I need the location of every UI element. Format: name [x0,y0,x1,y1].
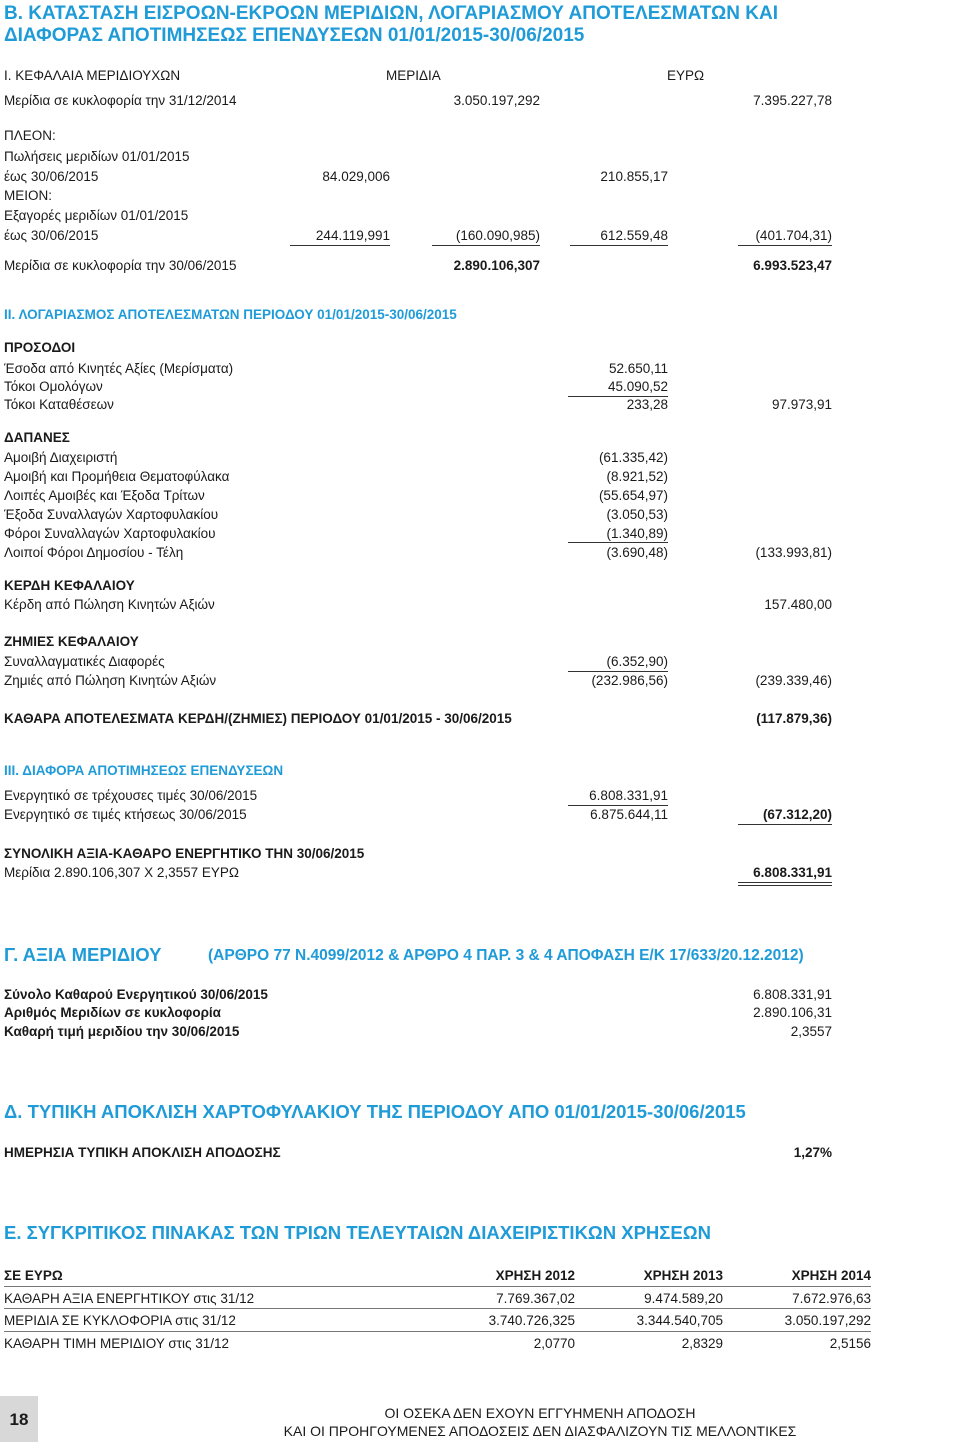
s1-diff-units-rule [432,245,540,246]
s1-heading: Ι. ΚΕΦΑΛΑΙΑ ΜΕΡΙΔΙΟΥΧΩΝ [4,68,181,83]
list-item: Έξοδα Συναλλαγών Χαρτοφυλακίου [4,507,219,522]
s2-gains-heading: ΚΕΡΔΗ ΚΕΦΑΛΑΙΟΥ [4,578,135,593]
s1-eur-rule [570,245,668,246]
e-heading: Ε. ΣΥΓΚΡΙΤΙΚΟΣ ΠΙΝΑΚΑΣ ΤΩΝ ΤΡΙΩΝ ΤΕΛΕΥΤΑΙΩΝ ΔΙΑΧΕΙΡΙΣΤΙΚΩΝ ΧΡΗΣΕΩΝ [4,1222,711,1243]
s1-closing-eur: 6.993.523,47 [753,258,832,273]
table-cell: 2,0770 [533,1336,575,1351]
footer-line-1: ΟΙ ΟΣΕΚΑ ΔΕΝ ΕΧΟΥΝ ΕΓΓΥΗΜΕΝΗ ΑΠΟΔΟΣΗ [384,1405,696,1421]
s3-row2-label: Ενεργητικό σε τιμές κτήσεως 30/06/2015 [4,807,247,822]
s3-heading: ΙΙΙ. ΔΙΑΦΟΡΑ ΑΠΟΤΙΜΗΣΕΩΣ ΕΠΕΝΔΥΣΕΩΝ [4,763,284,778]
s1-sales-eur: 210.855,17 [600,169,668,184]
s2-heading: ΙΙ. ΛΟΓΑΡΙΑΣΜΟΣ ΑΠΟΤΕΛΕΣΜΑΤΩΝ ΠΕΡΙΟΔΟΥ 01/01/2015-30/06/2015 [4,307,457,322]
list-item-value: (232.986,56) [591,673,668,688]
s1-sales-units: 84.029,006 [322,169,390,184]
table-rule-1 [4,1286,871,1287]
s3-row2-value: 6.875.644,11 [590,807,668,822]
list-item-value: 6.808.331,91 [753,987,832,1002]
list-item-value: (6.352,90) [606,654,668,669]
g-heading-b: (ΑΡΘΡΟ 77 Ν.4099/2012 & ΑΡΘΡΟ 4 ΠΑΡ. 3 & 4 ΑΠΟΦΑΣΗ Ε/Κ 17/633/20.12.2012) [208,947,804,964]
s3-diff-rule [738,824,832,825]
list-item: Τόκοι Καταθέσεων [4,397,114,412]
s1-buy-label-1: Εξαγορές μεριδίων 01/01/2015 [4,208,189,223]
list-item: Αριθμός Μεριδίων σε κυκλοφορία [4,1005,221,1020]
s2-expense-heading: ΔΑΠΑΝΕΣ [4,430,70,445]
d-label: ΗΜΕΡΗΣΙΑ ΤΥΠΙΚΗ ΑΠΟΚΛΙΣΗ ΑΠΟΔΟΣΗΣ [4,1145,281,1160]
s3-row1-label: Ενεργητικό σε τρέχουσες τιμές 30/06/2015 [4,788,258,803]
list-item-value: (1.340,89) [606,526,668,541]
s1-minus-label: ΜΕΙΟΝ: [4,188,53,203]
s2-net-label: ΚΑΘΑΡΑ ΑΠΟΤΕΛΕΣΜΑΤΑ ΚΕΡΔΗ/(ΖΗΜΙΕΣ) ΠΕΡΙΟΔΟΥ 01/01/2015 - 30/06/2015 [4,711,512,726]
s1-diff-eur-rule [738,245,832,246]
list-item-value: 52.650,11 [608,361,668,376]
table-cell: 9.474.589,20 [644,1291,723,1306]
list-item: Καθαρή τιμή μεριδίου την 30/06/2015 [4,1024,240,1039]
title-line-1: Β. ΚΑΤΑΣΤΑΣΗ ΕΙΣΡΟΩΝ-ΕΚΡΟΩΝ ΜΕΡΙΔΙΩΝ, ΛΟΓΑΡΙΑΣΜΟΥ ΑΠΟΤΕΛΕΣΜΑΤΩΝ ΚΑΙ [4,3,778,24]
table-cell: 2,8329 [681,1336,723,1351]
table-cell: 3.050.197,292 [784,1313,871,1328]
d-value: 1,27% [793,1145,832,1160]
list-item-value: (55.654,97) [598,488,668,503]
s3-rule [568,805,668,806]
title-line-2: ΔΙΑΦΟΡΑΣ ΑΠΟΤΙΜΗΣΕΩΣ ΕΠΕΝΔΥΣΕΩΝ 01/01/2015-30/06/2015 [4,25,585,46]
s1-buy-eur: 612.559,48 [600,228,668,243]
table-cell: ΚΑΘΑΡΗ ΑΞΙΑ ΕΝΕΡΓΗΤΙΚΟΥ στις 31/12 [4,1291,255,1306]
s3-diff-value: (67.312,20) [762,807,832,822]
list-item-value: (61.335,42) [598,450,668,465]
s3-total-rule-1 [738,882,832,883]
table-header: ΧΡΗΣΗ 2012 [495,1268,575,1283]
table-cell: 3.740.726,325 [488,1313,575,1328]
list-item-total: 97.973,91 [771,397,832,412]
table-rule-2 [4,1308,871,1309]
table-cell: 7.769.367,02 [496,1291,575,1306]
s1-diff-eur: (401.704,31) [755,228,832,243]
income-rule [568,396,668,397]
table-cell: ΚΑΘΑΡΗ ΤΙΜΗ ΜΕΡΙΔΙΟΥ στις 31/12 [4,1336,230,1351]
expense-rule [568,542,668,543]
table-header: ΧΡΗΣΗ 2014 [791,1268,871,1283]
table-cell: 7.672.976,63 [792,1291,871,1306]
page-number: 18 [9,1410,29,1429]
s1-buy-label-2: έως 30/06/2015 [4,228,99,243]
list-item-value: (8.921,52) [606,469,668,484]
s1-opening-label: Μερίδια σε κυκλοφορία την 31/12/2014 [4,93,237,108]
list-item: Ζημιές από Πώληση Κινητών Αξιών [4,673,217,688]
list-item-value: 2,3557 [790,1024,832,1039]
s1-opening-units: 3.050.197,292 [453,93,540,108]
list-item: Συναλλαγματικές Διαφορές [4,654,165,669]
table-header: ΣΕ ΕΥΡΩ [4,1268,63,1283]
list-item-total: (239.339,46) [755,673,832,688]
table-cell: ΜΕΡΙΔΙΑ ΣΕ ΚΥΚΛΟΦΟΡΙΑ στις 31/12 [4,1313,236,1328]
list-item: Τόκοι Ομολόγων [4,379,103,394]
s2-gains-label: Κέρδη από Πώληση Κινητών Αξιών [4,597,215,612]
list-item: Αμοιβή Διαχειριστή [4,450,118,465]
s1-col-eur: ΕΥΡΩ [667,68,705,83]
s1-units-rule [290,245,390,246]
footer-line-2: ΚΑΙ ΟΙ ΠΡΟΗΓΟΥΜΕΝΕΣ ΑΠΟΔΟΣΕΙΣ ΔΕΝ ΔΙΑΣΦΑΛΙΖΟΥΝ ΤΙΣ ΜΕΛΛΟΝΤΙΚΕΣ [283,1423,797,1439]
list-item-value: 2.890.106,31 [753,1005,832,1020]
s1-plus-label: ΠΛΕΟΝ: [4,128,56,143]
s1-sales-label-1: Πωλήσεις μεριδίων 01/01/2015 [4,149,190,164]
s2-gains-total: 157.480,00 [764,597,832,612]
s2-income-heading: ΠΡΟΣΟΔΟΙ [4,340,76,355]
s3-row1-value: 6.808.331,91 [589,788,668,803]
s1-closing-label: Μερίδια σε κυκλοφορία την 30/06/2015 [4,258,237,273]
list-item-value: (3.050,53) [606,507,668,522]
s3-total-label: Μερίδια 2.890.106,307 Χ 2,3557 ΕΥΡΩ [4,865,239,880]
table-cell: 3.344.540,705 [636,1313,723,1328]
s3-total-heading: ΣΥΝΟΛΙΚΗ ΑΞΙΑ-ΚΑΘΑΡΟ ΕΝΕΡΓΗΤΙΚΟ ΤΗΝ 30/06/2015 [4,846,365,861]
s1-closing-units: 2.890.106,307 [453,258,540,273]
s1-col-units: ΜΕΡΙΔΙΑ [386,68,441,83]
s1-buy-units: 244.119,991 [315,228,390,243]
list-item: Έσοδα από Κινητές Αξίες (Μερίσματα) [4,361,234,376]
s3-total-value: 6.808.331,91 [753,865,832,880]
list-item-value: 45.090,52 [607,379,668,394]
s3-total-rule-2 [738,885,832,886]
s1-sales-label-2: έως 30/06/2015 [4,169,99,184]
s2-net-value: (117.879,36) [756,711,832,726]
table-cell: 2,5156 [829,1336,871,1351]
list-item-total: (133.993,81) [755,545,832,560]
s1-opening-eur: 7.395.227,78 [753,93,832,108]
table-header: ΧΡΗΣΗ 2013 [643,1268,723,1283]
list-item: Φόροι Συναλλαγών Χαρτοφυλακίου [4,526,216,541]
d-heading: Δ. ΤΥΠΙΚΗ ΑΠΟΚΛΙΣΗ ΧΑΡΤΟΦΥΛΑΚΙΟΥ ΤΗΣ ΠΕΡΙΟΔΟΥ ΑΠΟ 01/01/2015-30/06/2015 [4,1101,746,1122]
s1-diff-units: (160.090,985) [455,228,540,243]
list-item: Αμοιβή και Προμήθεια Θεματοφύλακα [4,469,230,484]
list-item: Λοιπές Αμοιβές και Έξοδα Τρίτων [4,488,205,503]
list-item-value: (3.690,48) [606,545,668,560]
s2-losses-heading: ΖΗΜΙΕΣ ΚΕΦΑΛΑΙΟΥ [4,634,139,649]
g-heading-a: Γ. ΑΞΙΑ ΜΕΡΙΔΙΟΥ [4,944,162,965]
table-rule-3 [4,1331,871,1332]
list-item: Σύνολο Καθαρού Ενεργητικού 30/06/2015 [4,987,268,1002]
losses-rule [568,671,668,672]
list-item-value: 233,28 [626,397,668,412]
list-item: Λοιποί Φόροι Δημοσίου - Τέλη [4,545,184,560]
